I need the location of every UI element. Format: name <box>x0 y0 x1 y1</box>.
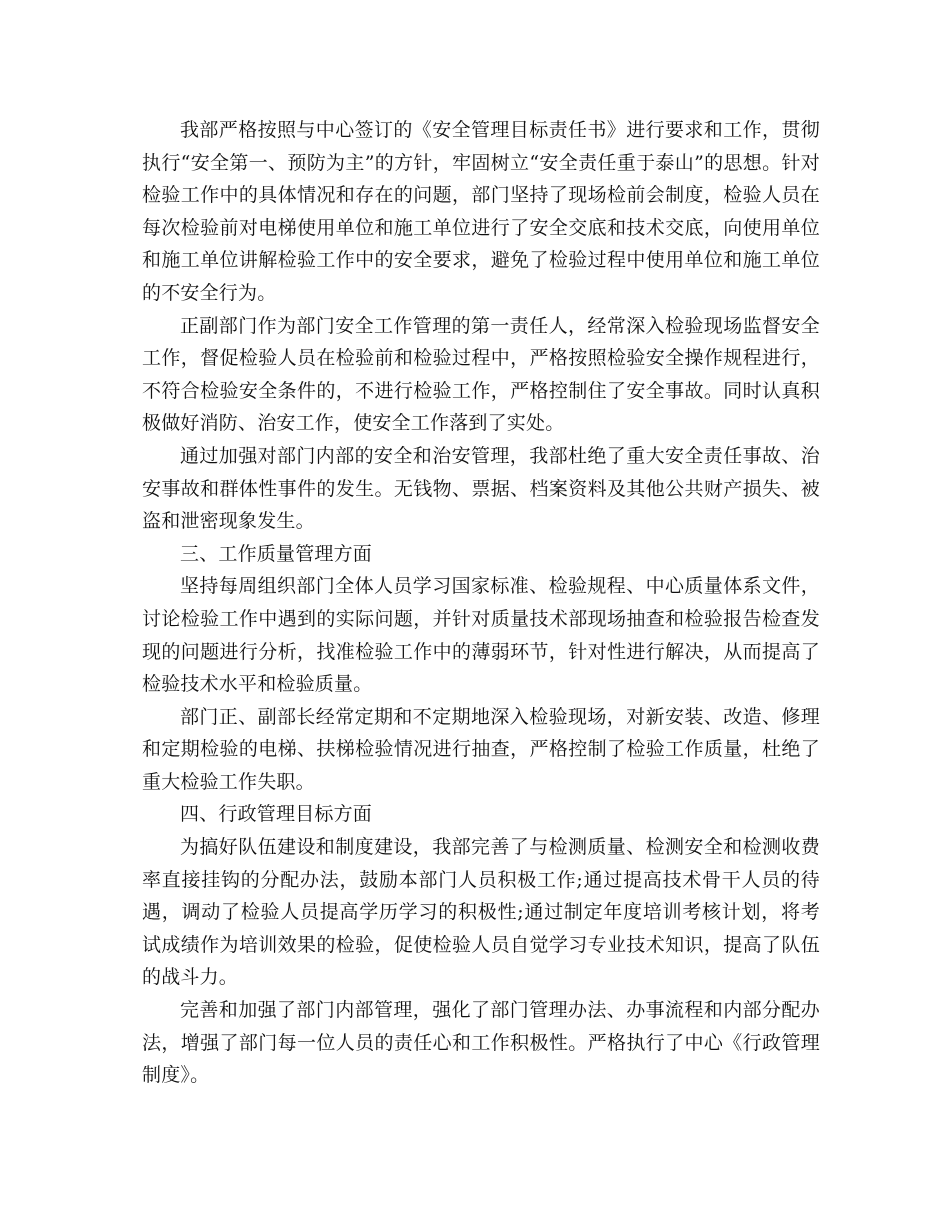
paragraph-department-heads-safety: 正副部门作为部门安全工作管理的第一责任人，经常深入检验现场监督安全工作，督促检验人员在检验前和检验过程中，严格按照检验安全操作规程进行，不符合检验安全条件的，不进行检验工作，严格控制住了安全事故。同时认真积极做好消防、治安工作，使安全工作落到了实处。 <box>142 314 820 435</box>
paragraph-internal-security: 通过加强对部门内部的安全和治安管理，我部杜绝了重大安全责任事故、治安事故和群体性事件的发生。无钱物、票据、档案资料及其他公共财产损失、被盗和泄密现象发生。 <box>142 444 820 533</box>
section-heading-administration: 四、行政管理目标方面 <box>180 803 373 826</box>
paragraph-team-building: 为搞好队伍建设和制度建设，我部完善了与检测质量、检测安全和检测收费率直接挂钩的分配办法，鼓励本部门人员积极工作;通过提高技术骨干人员的待遇，调动了检验人员提高学历学习的积极性;通过制定年度培训考核计划，将考试成绩作为培训效果的检验，促使检验人员自觉学习专业技术知识，提高了队伍的战斗力。 <box>142 836 820 989</box>
paragraph-weekly-study: 坚持每周组织部门全体人员学习国家标准、检验规程、中心质量体系文件，讨论检验工作中遇到的实际问题，并针对质量技术部现场抽查和检验报告检查发现的问题进行分析，找准检验工作中的薄弱环节，针对性进行解决，从而提高了检验技术水平和检验质量。 <box>142 575 820 696</box>
paragraph-spot-checks: 部门正、副部长经常定期和不定期地深入检验现场，对新安装、改造、修理和定期检验的电梯、扶梯检验情况进行抽查，严格控制了检验工作质量，杜绝了重大检验工作失职。 <box>142 705 820 793</box>
section-heading-quality: 三、工作质量管理方面 <box>180 542 373 565</box>
paragraph-internal-management: 完善和加强了部门内部管理，强化了部门管理办法、办事流程和内部分配办法，增强了部门每一位人员的责任心和工作积极性。严格执行了中心《行政管理制度》。 <box>142 999 820 1087</box>
paragraph-safety-responsibility: 我部严格按照与中心签订的《安全管理目标责任书》进行要求和工作，贯彻执行“安全第一、预防为主”的方针，牢固树立“安全责任重于泰山”的思想。针对检验工作中的具体情况和存在的问题，部门坚持了现场检前会制度，检验人员在每次检验前对电梯使用单位和施工单位进行了安全交底和技术交底，向使用单位和施工单位讲解检验工作中的安全要求，避免了检验过程中使用单位和施工单位的不安全行为。 <box>142 119 820 304</box>
document-body <box>142 114 820 1092</box>
